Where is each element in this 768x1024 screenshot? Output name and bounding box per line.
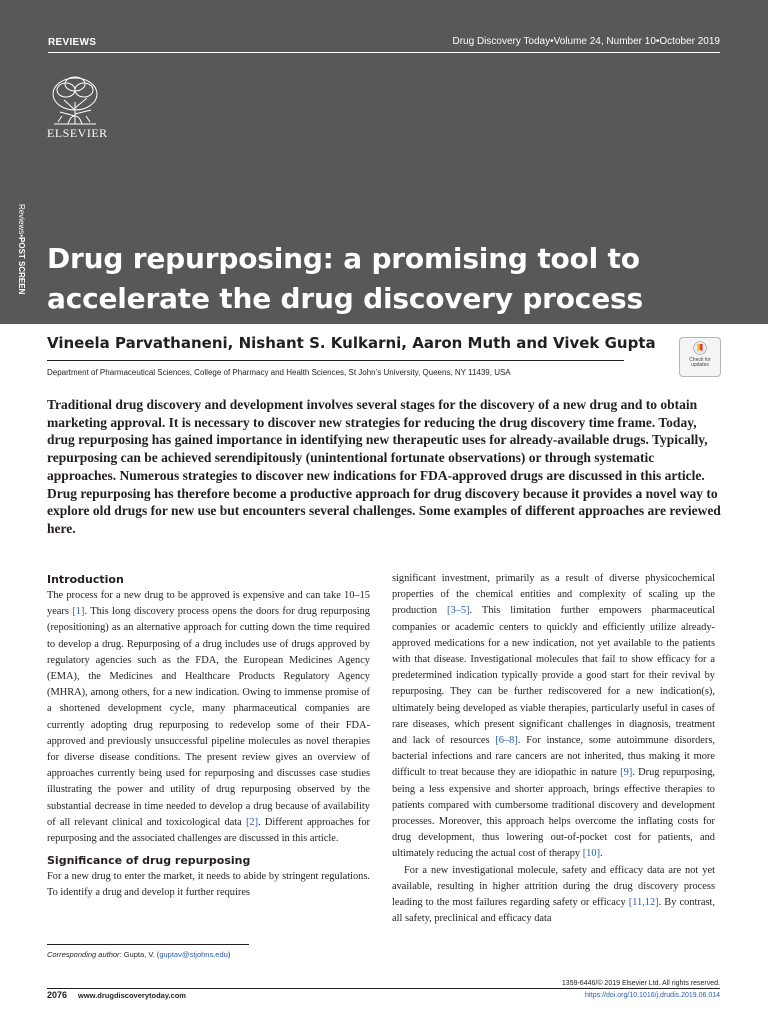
body-paragraph (392, 571, 715, 863)
side-tab (14, 204, 28, 314)
email-link[interactable]: guptav@stjohns.edu (159, 950, 228, 959)
corresponding-name: Gupta, V. ( (121, 950, 160, 959)
elsevier-wordmark: ELSEVIER (47, 126, 108, 140)
citation-link[interactable]: [10] (582, 848, 601, 860)
footnote-rule (47, 944, 249, 945)
body-text: For a new investigational molecule, safety and efficacy data are not yet available, resulting in higher attrition during the drug discovery process leading to the most failures regarding safety or efficacy (392, 864, 715, 909)
side-tab-prefix: Reviews• (17, 204, 26, 238)
bookmark-icon (693, 341, 707, 355)
section-heading-introduction: Introduction (47, 573, 124, 586)
intro-paragraph (47, 588, 370, 847)
abstract: Traditional drug discovery and development involves several stages for the discovery of a new drug and to obtain marketing approval. It is necessary to discover new strategies for reducing the drug discovery time frame. Today, drug repurposing has gained importance in identifying new therapeutic uses for already-available drugs. Typically, repurposing can be achieved serendipitously (unintentional fortunate observations) or through systematic approaches. Numerous strategies to discover new indications for FDA-approved drugs are discussed in this article. Drug repurposing has therefore become a productive approach for drug discovery because it provides a novel way to explore old drugs for new use but encounters several challenges. Some examples of different approaches are reviewed here. (47, 397, 721, 536)
corresponding-author-note (47, 950, 230, 959)
body-text: . Drug repurposing, being a less expensive and shorter approach, brings effective therapies to patients compared with cumbersome traditional discovery and development processes. Moreover, this approach helps overcome the inflating costs for drug development, thus lowering out-of-pocket cost for patients, and ultimately reducing the actual cost of therapy (392, 767, 715, 860)
body-text: . (600, 848, 603, 860)
corresponding-close: ) (227, 950, 231, 959)
body-paragraph (392, 863, 715, 928)
page-number: 2076 (47, 990, 68, 1000)
author-rule (47, 360, 624, 361)
intro-text-3: . Different approaches for repurposing and the associated challenges are discussed in this article. (47, 816, 370, 845)
intro-text-1: The process for a new drug to be approved is expensive and can take 10–15 years (47, 590, 370, 618)
affiliation: Department of Pharmaceutical Sciences, College of Pharmacy and Health Sciences, St John’s University, Queens, NY 11439, USA (47, 368, 511, 377)
citation-link[interactable]: [2] (245, 816, 259, 828)
citation-link[interactable]: [9] (620, 767, 633, 779)
doi-link[interactable]: https://doi.org/10.1016/j.drudis.2019.06.014 (584, 992, 720, 999)
citation-link[interactable]: [3–5] (446, 605, 470, 617)
header-rule (48, 52, 720, 53)
author-list: Vineela Parvathaneni, Nishant S. Kulkarni, Aaron Muth and Vivek Gupta (47, 334, 656, 352)
citation-link[interactable]: [11,12] (628, 897, 659, 909)
copyright-line: 1359-6446/© 2019 Elsevier Ltd. All rights reserved. (561, 980, 720, 987)
corresponding-label: Corresponding author: (47, 950, 122, 959)
citation-link[interactable]: [6–8] (495, 735, 518, 747)
section-heading-significance: Significance of drug repurposing (47, 854, 251, 868)
check-for-updates-badge[interactable] (679, 337, 721, 377)
footer-rule (47, 988, 720, 989)
significance-paragraph: For a new drug to enter the market, it needs to abide by stringent regulations. To identify a drug and develop it further requires (47, 871, 370, 899)
left-column (47, 572, 370, 902)
body-text: . This limitation further empowers pharmaceutical companies or academic centers to quickly and efficiently utilize already-approved medications for a new indication, not yet available to the patients with that disease. Investigational molecules that fail to show efficacy for a predetermined indication typically provide a good start for their revival by repurposing. They can be further rediscovered for a new indication(s), ultimately being developed as viable therapies, particularly useful in cases of rare diseases, which present significant challenges in diagnosis, treatment and lack of resources (392, 605, 715, 747)
body-text: significant investment, primarily as a result of diverse physicochemical properties of the chemical entities and complexity of scaling up the production (392, 573, 715, 617)
right-column (392, 571, 715, 927)
journal-website[interactable]: www.drugdiscoverytoday.com (78, 991, 186, 1000)
citation-link[interactable]: [1] (72, 606, 85, 618)
badge-label: Check for updates (689, 357, 711, 368)
intro-text-2: . This long discovery process opens the doors for drug repurposing (repositioning) as an alternative approach for cutting down the time required to develop a drug. Repurposing of a drug includes use of drugs approved by regulatory agencies such as the FDA, the European Medicines Agency (EMA), the Medicines and Healthcare Products Regulatory Agency (MHRA), among others, for a new indication. Owing to immense promise of a shortened development cycle, many pharmaceutical companies are currently adopting drug repurposing to redevelop some of their FDA-approved and previously unsuccessful pipeline molecules as novel therapies for diverse disease conditions. The present review gives an overview of approaches currently being used for repurposing and discusses case studies illustrating the power and utility of drug repurposing observed by the substantial decrease in time needed to develop a drug because of availability of all relevant clinical and toxicological data (47, 606, 370, 828)
side-tab-label: POST SCREEN (17, 237, 26, 295)
journal-info: Drug Discovery Today•Volume 24, Number 10•October 2019 (452, 36, 720, 47)
body-text: . For instance, some autoimmune disorders, bacterial infections and rare cancers are not inherited, thus making it more difficult to treat because they are idiopathic in nature (392, 735, 715, 779)
article-title: Drug repurposing: a promising tool to accelerate the drug discovery process (47, 242, 643, 315)
body-text: . By contrast, all safety, preclinical and efficacy data (392, 897, 715, 925)
section-label: REVIEWS (48, 37, 97, 48)
side-tab-text (17, 204, 26, 294)
